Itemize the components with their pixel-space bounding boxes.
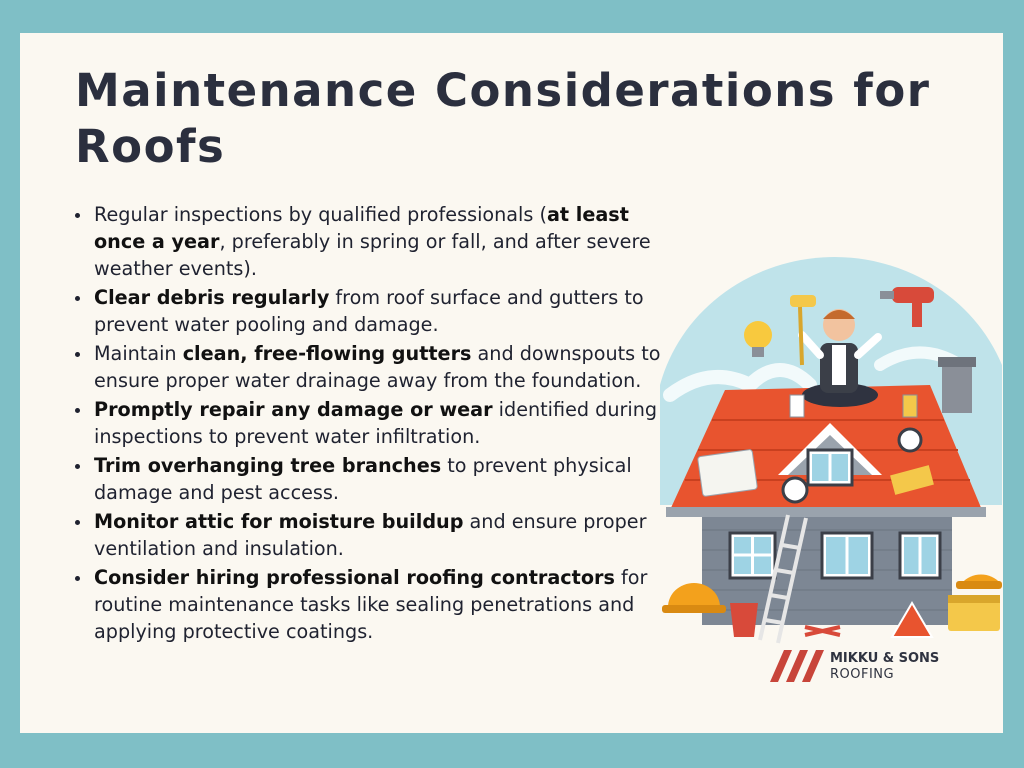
bullet-emphasis: Promptly repair any damage or wear [94,398,493,421]
roofer-illustration [630,245,1002,665]
chimney [942,363,972,413]
bullet-emphasis: Consider hiring professional roofing contractors [94,566,615,589]
bullet-text: identified during inspections to prevent water infiltration. [94,398,658,448]
window-icon [900,533,940,578]
window-icon [730,533,775,578]
bullet-emphasis: clean, free-flowing gutters [182,342,472,365]
bullet-text: from roof surface and gutters to prevent water pooling and damage. [94,286,644,336]
bullet-emphasis: Monitor attic for moisture buildup [94,510,464,533]
page-title: Maintenance Considerations for Roofs [75,64,931,173]
logo-mark-icon [768,650,826,682]
list-item [92,201,682,282]
list-item [92,452,682,506]
bullet-text: and ensure proper ventilation and insulation. [94,510,647,560]
bullet-text: , preferably in spring or fall, and after severe weather events). [94,230,651,280]
maintenance-list [72,201,682,647]
bullet-text: and downspouts to ensure proper water drainage away from the foundation. [94,342,661,392]
bullet-emphasis: Trim overhanging tree branches [94,454,442,477]
bullet-text: for routine maintenance tasks like sealing penetrations and applying protective coatings. [94,566,648,643]
bullet-text: to prevent physical damage and pest access. [94,454,632,504]
bullet-emphasis: at least once a year [94,203,629,253]
gutter [666,507,986,517]
bottle-icon [790,395,804,417]
list-item [92,564,682,645]
bullet-text: Maintain [94,342,183,365]
pliers-icon [805,627,840,635]
hard-hat-icon [956,574,1002,589]
logo-name: MIKKU & SONS [830,651,940,666]
bullet-text: Regular inspections by qualified professionals ( [94,203,547,226]
list-item [92,340,682,394]
bullet-emphasis: Clear debris regularly [94,286,330,309]
document-icon [697,449,757,496]
list-item [92,396,682,450]
logo-subtitle: ROOFING [830,667,895,682]
list-item [92,508,682,562]
list-item [92,284,682,338]
toolbox-icon [948,595,1000,631]
brand-logo [768,650,968,684]
gauge-icon [899,429,921,451]
window-icon [822,533,872,578]
bottle-icon [903,395,917,417]
clock-icon [783,478,807,502]
bucket-icon [730,603,758,637]
